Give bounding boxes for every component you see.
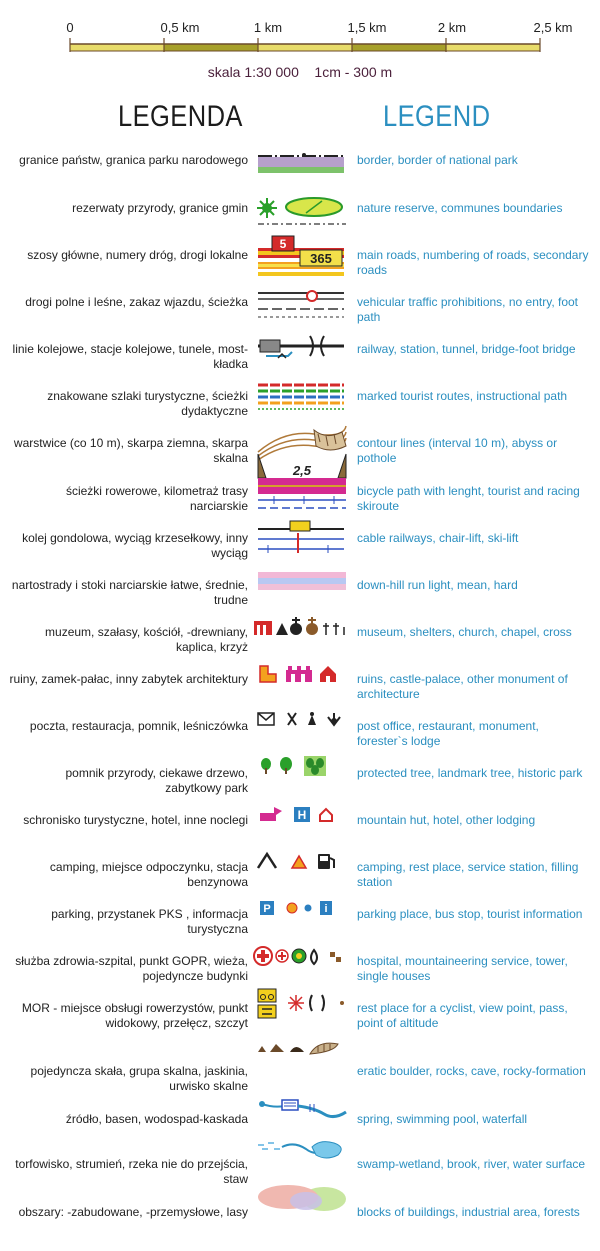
legend-label-en: camping, rest place, service station, filling station <box>357 860 579 889</box>
hut-hotel-icon <box>254 803 350 845</box>
legend-label-en: parking place, bus stop, tourist information <box>357 907 583 921</box>
legend-label-en: protected tree, landmark tree, historic park <box>357 766 583 780</box>
legend-label-pl: kolej gondolowa, wyciąg krzesełkowy, inny wyciąg <box>22 531 248 560</box>
legend-label-pl: warstwice (co 10 m), skarpa ziemna, skarpa skalna <box>13 436 248 465</box>
water-icon <box>254 1137 350 1179</box>
road-number: 5 <box>279 237 287 251</box>
legend-label-en: ruins, castle-palace, other monument of architecture <box>357 672 568 701</box>
legend-label-en: eratic boulder, rocks, cave, rocky-formation <box>357 1064 586 1078</box>
legend-label-pl: drogi polne i leśne, zakaz wjazdu, ścieżka <box>25 295 248 309</box>
legend-label-en: post office, restaurant, monument, forester`s lodge <box>357 719 539 748</box>
legend-label-en: rest place for a cyclist, view point, pass, point of altitude <box>357 1001 568 1030</box>
field-roads-icon <box>254 285 350 327</box>
legend-label-pl: ścieżki rowerowe, kilometraż trasy narciarskie <box>65 484 248 513</box>
legend-label-pl: muzeum, szałasy, kościół, -drewniany, kaplica, krzyż <box>45 625 248 654</box>
roads-icon <box>254 228 350 280</box>
railway-icon <box>254 328 350 370</box>
legend-title-en: LEGEND <box>383 100 491 133</box>
legend-label-en: marked tourist routes, instructional path <box>357 389 568 403</box>
scale-segment-1 <box>70 44 164 51</box>
cable-icon <box>254 517 350 559</box>
legend-label-pl: szosy główne, numery dróg, drogi lokalne <box>27 248 248 262</box>
km-label: 2,5 <box>292 463 312 478</box>
scale-segment-2 <box>164 44 258 51</box>
scale-bar <box>0 0 600 90</box>
rocks-icon <box>254 1038 350 1080</box>
spring-icon <box>254 1092 350 1134</box>
legend-label-pl: źródło, basen, wodospad-kaskada <box>65 1112 248 1126</box>
post-restaurant-icon <box>254 709 350 751</box>
legend-label-en: blocks of buildings, industrial area, forests <box>357 1205 580 1219</box>
road-number: 365 <box>310 251 332 266</box>
legend-label-pl: obszary: -zabudowane, -przemysłowe, lasy <box>18 1205 248 1219</box>
trails-icon <box>254 377 350 419</box>
border-icon <box>254 143 350 185</box>
legend-label-pl: poczta, restauracja, pomnik, leśniczówka <box>29 719 248 733</box>
scale-bar-graphic <box>0 0 600 60</box>
legend-label-en: museum, shelters, church, chapel, cross <box>357 625 572 639</box>
legend-label-en: cable railways, chair-lift, ski-lift <box>357 531 519 545</box>
ruins-castle-icon <box>254 662 350 704</box>
legend-label-pl: linie kolejowe, stacje kolejowe, tunele, most-kładka <box>12 342 248 371</box>
scale-segment-3 <box>258 44 352 51</box>
reserve-icon <box>254 191 350 233</box>
legend-label-pl: znakowane szlaki turystyczne, ścieżki dydaktyczne <box>47 389 248 418</box>
parking-letter: P <box>263 903 271 915</box>
legend-label-pl: schronisko turystyczne, hotel, inne noclegi <box>23 813 248 827</box>
legend-label-en: swamp-wetland, brook, river, water surface <box>357 1157 586 1171</box>
legend-label-en: mountain hut, hotel, other lodging <box>357 813 536 827</box>
legend-label-en: vehicular traffic prohibitions, no entry, foot path <box>357 295 579 324</box>
parking-icon <box>254 897 350 939</box>
viewpoint-icon <box>254 987 350 1033</box>
legend-label-en: bicycle path with lenght, tourist and racing skiroute <box>357 484 580 513</box>
info-letter: i <box>324 903 328 915</box>
legend-label-en: railway, station, tunnel, bridge-foot bridge <box>357 342 576 356</box>
legend-label-pl: służba zdrowia-szpital, punkt GOPR, wieża, pojedyncze budynki <box>15 954 248 983</box>
legend-label-en: spring, swimming pool, waterfall <box>357 1112 528 1126</box>
legend-label-en: down-hill run light, mean, hard <box>357 578 518 592</box>
legend-label-en: border, border of national park <box>357 153 518 167</box>
hospital-icon <box>252 944 348 986</box>
scale-tick-label: 0,5 km <box>160 20 200 35</box>
legend-label-en: nature reserve, communes boundaries <box>357 201 563 215</box>
scale-segment-4 <box>352 44 446 51</box>
bike-ski-icon <box>254 448 350 516</box>
legend-label-en: main roads, numbering of roads, secondary roads <box>357 248 589 277</box>
legend-label-pl: MOR - miejsce obsługi rowerzystów, punkt widokowy, przełęcz, szczyt <box>21 1001 248 1030</box>
scale-caption: skala 1:30 000 1cm - 300 m <box>207 64 393 80</box>
scale-tick-label: 2,5 km <box>533 20 573 35</box>
legend-label-pl: pojedyncza skała, grupa skalna, jaskinia, urwisko skalne <box>30 1064 248 1093</box>
legend-label-pl: ruiny, zamek-pałac, inny zabytek architektury <box>9 672 248 686</box>
legend-label-en: hospital, mountaineering service, tower, single houses <box>357 954 568 983</box>
hotel-letter: H <box>297 808 307 822</box>
scale-tick-label: 2 km <box>437 20 467 35</box>
camping-icon <box>254 850 350 892</box>
legend-label-pl: rezerwaty przyrody, granice gmin <box>72 201 248 215</box>
areas-icon <box>254 1175 350 1219</box>
museum-church-icon <box>252 615 352 657</box>
legend-row <box>0 1205 600 1251</box>
legend-label-pl: camping, miejsce odpoczynku, stacja benzynowa <box>49 860 248 889</box>
legend-label-pl: torfowisko, strumień, rzeka nie do przejścia, staw <box>15 1157 248 1186</box>
legend-title-pl: LEGENDA <box>118 100 243 133</box>
scale-tick-label: 1,5 km <box>347 20 387 35</box>
legend-label-pl: nartostrady i stoki narciarskie łatwe, średnie, trudne <box>11 578 248 607</box>
scale-tick-label: 0 <box>66 20 74 35</box>
tree-icon <box>254 756 350 798</box>
legend-label-en: contour lines (interval 10 m), abyss or pothole <box>357 436 558 465</box>
scale-tick-label: 1 km <box>253 20 283 35</box>
legend-label-pl: granice państw, granica parku narodowego <box>19 153 248 167</box>
legend-label-pl: pomnik przyrody, ciekawe drzewo, zabytkowy park <box>65 766 248 795</box>
legend-label-pl: parking, przystanek PKS , informacja turystyczna <box>51 907 248 936</box>
ski-run-icon <box>254 568 350 610</box>
scale-segment-5 <box>446 44 540 51</box>
